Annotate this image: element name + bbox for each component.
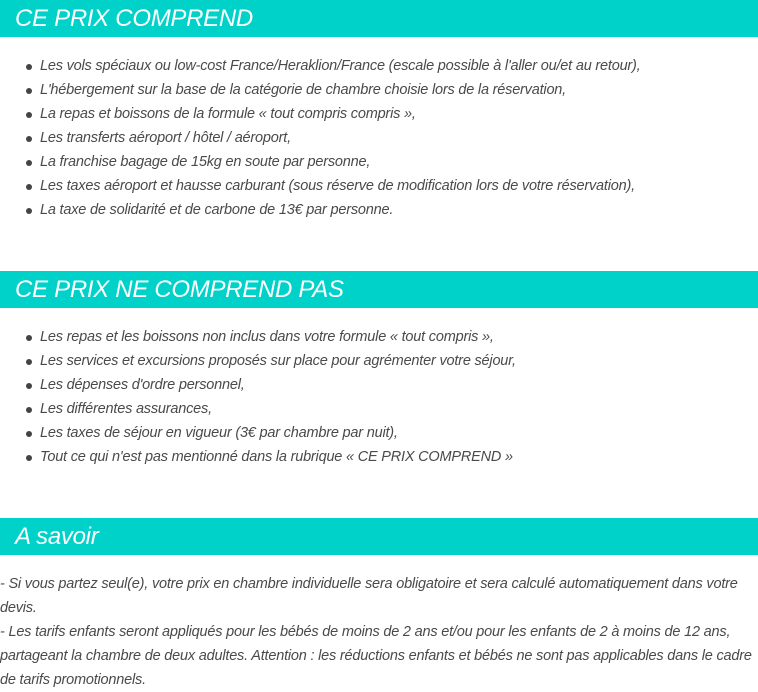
section-title-includes: CE PRIX COMPREND: [15, 5, 253, 32]
list-item: Les dépenses d'ordre personnel,: [0, 373, 516, 397]
list-item: La repas et boissons de la formule « tout compris compris »,: [0, 102, 641, 126]
list-item: Les taxes de séjour en vigueur (3€ par chambre par nuit),: [0, 421, 516, 445]
list-item: L'hébergement sur la base de la catégorie de chambre choisie lors de la réservation,: [0, 78, 641, 102]
section-header-a-savoir: [0, 518, 758, 555]
list-item: Les vols spéciaux ou low-cost France/Heraklion/France (escale possible à l'aller ou/et au retour),: [0, 54, 641, 78]
list-item: Les repas et les boissons non inclus dans votre formule « tout compris »,: [0, 325, 516, 349]
info-paragraph: - Si vous partez seul(e), votre prix en chambre individuelle sera obligatoire et sera calculé automatiquement dans votre devis.: [0, 576, 738, 616]
list-item: Tout ce qui n'est pas mentionné dans la rubrique « CE PRIX COMPREND »: [0, 445, 516, 469]
info-paragraph: - Les tarifs enfants seront appliqués pour les bébés de moins de 2 ans et/ou pour les enfants de 2 à moins de 12 ans, partageant la chambre de deux adultes. Attention : les réductions enfants et bébés ne sont pas applicables dans le cadre de tarifs promotionnels.: [0, 624, 752, 688]
section-title-a-savoir: A savoir: [15, 523, 99, 550]
list-item: La franchise bagage de 15kg en soute par personne,: [0, 150, 641, 174]
section-header-excludes: [0, 271, 758, 308]
includes-list: [0, 54, 641, 222]
list-item: Les services et excursions proposés sur place pour agrémenter votre séjour,: [0, 349, 516, 373]
section-title-excludes: CE PRIX NE COMPREND PAS: [15, 276, 344, 303]
list-item: Les taxes aéroport et hausse carburant (sous réserve de modification lors de votre réservation),: [0, 174, 641, 198]
list-item: Les transferts aéroport / hôtel / aéroport,: [0, 126, 641, 150]
list-item: La taxe de solidarité et de carbone de 13€ par personne.: [0, 198, 641, 222]
section-header-includes: [0, 0, 758, 37]
a-savoir-content: [0, 572, 758, 692]
excludes-list: [0, 325, 516, 469]
list-item: Les différentes assurances,: [0, 397, 516, 421]
